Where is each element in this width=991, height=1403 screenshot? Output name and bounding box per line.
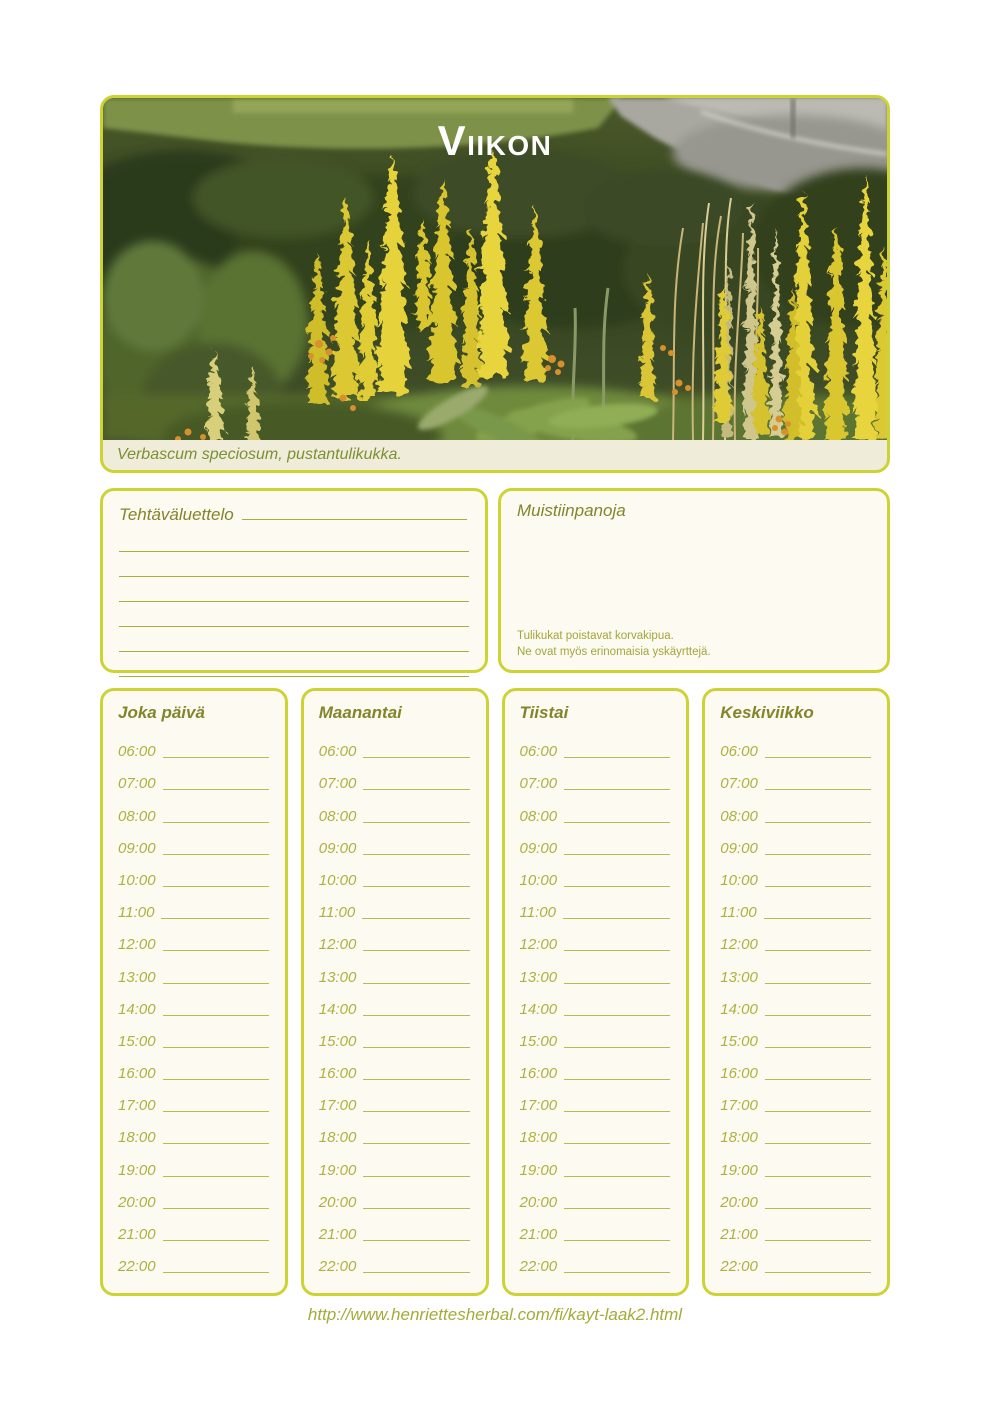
photo-card — [100, 95, 890, 473]
time-slot-row — [520, 1210, 674, 1242]
time-label: 09:00 — [318, 839, 357, 857]
time-slot-line — [765, 1175, 871, 1177]
time-slot-line — [765, 1110, 871, 1112]
time-label: 08:00 — [519, 807, 558, 825]
time-slot-row — [520, 791, 674, 823]
time-slot-row — [520, 727, 674, 759]
herbal-tip-line-2: Ne ovat myös erinomaisia yskäyrttejä. — [517, 645, 711, 658]
time-slot-row — [118, 727, 272, 759]
time-slot-row — [720, 920, 874, 952]
time-slot-row — [118, 1049, 272, 1081]
time-slot-row — [720, 856, 874, 888]
time-slot-line — [363, 1142, 469, 1144]
time-label: 18:00 — [118, 1129, 156, 1147]
time-slot-line — [363, 1046, 469, 1048]
time-label: 19:00 — [118, 1161, 156, 1179]
time-slot-line — [363, 885, 469, 887]
notes-label: Muistiinpanoja — [517, 501, 626, 520]
time-slot-line — [765, 788, 871, 790]
time-slot-line — [564, 1175, 670, 1177]
time-slot-row — [319, 888, 473, 920]
time-label: 21:00 — [519, 1226, 558, 1243]
task-blank-line — [119, 577, 469, 602]
time-slot-row — [520, 952, 674, 984]
time-slot-line — [564, 1046, 670, 1048]
time-label: 13:00 — [519, 968, 558, 986]
time-label: 14:00 — [318, 1000, 357, 1018]
time-slot-row — [520, 1081, 674, 1113]
time-label: 12:00 — [519, 936, 558, 954]
time-label: 18:00 — [720, 1129, 758, 1147]
time-slot-row — [319, 1049, 473, 1081]
time-slot-row — [319, 1017, 473, 1049]
time-label: 12:00 — [318, 936, 357, 954]
time-label: 22:00 — [519, 1258, 558, 1276]
time-slot-line — [765, 1207, 871, 1209]
time-slot-row — [520, 824, 674, 856]
time-label: 21:00 — [118, 1226, 156, 1243]
time-label: 10:00 — [318, 871, 357, 889]
time-slot-line — [764, 917, 871, 919]
time-slot-line — [563, 917, 670, 919]
herbal-tip-line-1: Tulikukat poistavat korvakipua. — [517, 629, 674, 642]
time-slot-row — [118, 1178, 272, 1210]
time-label: 13:00 — [318, 968, 357, 986]
time-slot-row — [319, 1210, 473, 1242]
time-label: 19:00 — [318, 1161, 357, 1179]
time-slot-row — [720, 888, 874, 920]
time-slot-line — [765, 982, 871, 984]
time-slot-row — [319, 824, 473, 856]
time-slot-row — [520, 1049, 674, 1081]
time-slot-line — [163, 885, 269, 887]
time-label: 15:00 — [720, 1032, 758, 1050]
time-label: 10:00 — [519, 871, 558, 889]
time-label: 22:00 — [720, 1258, 758, 1276]
time-label: 16:00 — [318, 1065, 357, 1083]
time-label: 15:00 — [519, 1032, 558, 1050]
time-label: 08:00 — [318, 807, 357, 825]
time-slot-line — [765, 1046, 871, 1048]
time-label: 13:00 — [118, 968, 156, 986]
time-label: 12:00 — [118, 936, 156, 954]
time-slot-line — [363, 1014, 469, 1016]
time-slot-line — [564, 1110, 670, 1112]
time-slot-row — [720, 727, 874, 759]
day-header-joka-paiva: Joka päivä — [118, 703, 205, 722]
time-label: 19:00 — [720, 1161, 758, 1179]
time-slot-row — [118, 888, 272, 920]
day-header-tiistai: Tiistai — [519, 703, 569, 722]
time-slot-row — [118, 791, 272, 823]
time-slot-line — [765, 949, 871, 951]
time-label: 12:00 — [720, 936, 758, 954]
time-label: 11:00 — [720, 904, 757, 922]
day-header-keskiviikko: Keskiviikko — [720, 703, 814, 722]
time-label: 20:00 — [318, 1193, 357, 1211]
time-slot-row — [319, 1178, 473, 1210]
time-slot-line — [163, 982, 269, 984]
time-slot-line — [363, 1110, 469, 1112]
day-card-maanantai — [301, 688, 489, 1296]
time-label: 10:00 — [118, 871, 156, 889]
time-label: 17:00 — [118, 1097, 156, 1115]
time-slot-line — [161, 917, 268, 919]
time-slot-row — [520, 1145, 674, 1177]
time-slot-line — [163, 1046, 269, 1048]
time-slot-row — [520, 1017, 674, 1049]
task-list-title-line — [242, 501, 467, 520]
time-slot-row — [720, 1081, 874, 1113]
time-slot-row — [118, 952, 272, 984]
time-slot-line — [363, 1175, 469, 1177]
time-slot-line — [163, 853, 269, 855]
time-slot-line — [765, 821, 871, 823]
time-slot-line — [564, 788, 670, 790]
time-slot-row — [319, 1145, 473, 1177]
time-slot-row — [319, 759, 473, 791]
time-label: 06:00 — [118, 743, 156, 761]
time-slot-line — [564, 1207, 670, 1209]
time-slot-line — [765, 1271, 871, 1273]
time-slot-row — [520, 1113, 674, 1145]
time-slot-row — [118, 824, 272, 856]
time-slot-row — [118, 856, 272, 888]
time-label: 07:00 — [720, 775, 758, 793]
time-slot-line — [163, 1271, 269, 1273]
time-label: 08:00 — [118, 807, 156, 825]
time-slot-line — [163, 949, 269, 951]
time-slot-row — [720, 952, 874, 984]
time-label: 09:00 — [118, 839, 156, 857]
time-slot-line — [765, 1014, 871, 1016]
time-slot-line — [765, 1142, 871, 1144]
time-slot-row — [520, 856, 674, 888]
time-label: 17:00 — [720, 1097, 758, 1115]
time-slot-row — [319, 920, 473, 952]
time-label: 14:00 — [519, 1000, 558, 1018]
time-label: 08:00 — [720, 807, 758, 825]
time-label: 14:00 — [118, 1000, 156, 1018]
time-slot-row — [520, 1242, 674, 1274]
time-slot-line — [163, 821, 269, 823]
time-label: 06:00 — [720, 743, 758, 761]
time-label: 21:00 — [318, 1226, 357, 1243]
time-label: 10:00 — [720, 871, 758, 889]
time-label: 11:00 — [318, 904, 356, 922]
time-slot-line — [362, 917, 469, 919]
time-slot-row — [720, 1049, 874, 1081]
time-label: 17:00 — [519, 1097, 558, 1115]
time-slot-row — [720, 1113, 874, 1145]
time-slot-row — [720, 759, 874, 791]
task-blank-line — [119, 602, 469, 627]
time-slot-row — [520, 1178, 674, 1210]
time-slot-row — [720, 985, 874, 1017]
time-label: 11:00 — [118, 904, 155, 922]
day-card-keskiviikko — [702, 688, 890, 1296]
time-slot-line — [564, 756, 670, 758]
day-card-joka-paiva — [100, 688, 288, 1296]
time-label: 13:00 — [720, 968, 758, 986]
time-label: 22:00 — [318, 1258, 357, 1276]
time-label: 06:00 — [318, 743, 357, 761]
time-label: 18:00 — [519, 1129, 558, 1147]
day-columns — [100, 688, 890, 1296]
task-list-card — [100, 488, 488, 673]
time-slot-line — [363, 1207, 469, 1209]
time-slot-row — [319, 1113, 473, 1145]
time-label: 11:00 — [519, 904, 556, 922]
time-slot-row — [118, 985, 272, 1017]
time-slot-line — [765, 885, 871, 887]
time-slot-row — [118, 759, 272, 791]
time-slot-line — [765, 1239, 871, 1241]
time-slot-line — [564, 885, 670, 887]
lists-row — [100, 488, 890, 673]
time-slot-row — [319, 727, 473, 759]
time-slot-line — [163, 1239, 269, 1241]
time-slot-line — [363, 788, 469, 790]
time-slot-row — [520, 985, 674, 1017]
time-slot-row — [520, 759, 674, 791]
time-slot-row — [319, 952, 473, 984]
time-label: 22:00 — [118, 1258, 156, 1276]
time-slot-line — [163, 1142, 269, 1144]
time-slot-row — [118, 1210, 272, 1242]
time-label: 16:00 — [720, 1065, 758, 1083]
time-label: 15:00 — [318, 1032, 357, 1050]
time-slot-line — [163, 1175, 269, 1177]
time-label: 16:00 — [118, 1065, 156, 1083]
notes-card — [498, 488, 890, 673]
task-list-header — [119, 501, 469, 527]
herbal-tip — [517, 628, 871, 660]
time-slot-line — [564, 1142, 670, 1144]
task-blank-line — [119, 627, 469, 652]
time-slot-line — [363, 982, 469, 984]
photo-caption: Verbascum speciosum, pustantulikukka. — [117, 446, 402, 463]
task-blank-line — [119, 527, 469, 552]
time-slot-line — [163, 756, 269, 758]
time-slot-line — [564, 821, 670, 823]
time-slot-line — [765, 1078, 871, 1080]
task-blank-line — [119, 552, 469, 577]
page-content — [100, 95, 890, 1325]
time-slot-line — [363, 821, 469, 823]
time-slot-line — [564, 1078, 670, 1080]
time-label: 09:00 — [720, 839, 758, 857]
time-slot-line — [163, 1207, 269, 1209]
time-slot-line — [363, 853, 469, 855]
time-slot-line — [163, 1014, 269, 1016]
time-slot-line — [564, 1271, 670, 1273]
verbascum-photo — [103, 98, 887, 440]
time-label: 07:00 — [318, 775, 357, 793]
time-slot-row — [118, 1017, 272, 1049]
time-label: 15:00 — [118, 1032, 156, 1050]
time-label: 06:00 — [519, 743, 558, 761]
time-slot-row — [319, 1242, 473, 1274]
time-label: 21:00 — [720, 1226, 758, 1243]
time-slot-row — [118, 1242, 272, 1274]
time-slot-line — [363, 1239, 469, 1241]
time-label: 16:00 — [519, 1065, 558, 1083]
time-slot-row — [720, 1145, 874, 1177]
time-slot-row — [720, 1210, 874, 1242]
time-label: 17:00 — [318, 1097, 357, 1115]
page-title: VIIKON — [437, 117, 553, 164]
time-slot-line — [564, 982, 670, 984]
time-slot-line — [163, 1078, 269, 1080]
source-url: http://www.henriettesherbal.com/fi/kayt-laak2.html — [307, 1305, 683, 1324]
time-label: 18:00 — [318, 1129, 357, 1147]
time-slot-row — [720, 1017, 874, 1049]
time-slot-row — [520, 920, 674, 952]
time-slot-row — [118, 1081, 272, 1113]
time-slot-line — [163, 788, 269, 790]
time-slot-row — [118, 920, 272, 952]
time-slot-line — [564, 853, 670, 855]
time-slot-line — [564, 1239, 670, 1241]
time-slot-row — [118, 1145, 272, 1177]
time-slot-line — [163, 1110, 269, 1112]
time-slot-line — [363, 949, 469, 951]
task-blank-line — [119, 652, 469, 677]
time-slot-row — [319, 856, 473, 888]
time-slot-line — [564, 949, 670, 951]
task-list-label: Tehtäväluettelo — [119, 505, 234, 524]
time-label: 20:00 — [720, 1193, 758, 1211]
time-slot-row — [520, 888, 674, 920]
time-label: 19:00 — [519, 1161, 558, 1179]
time-slot-line — [765, 853, 871, 855]
time-slot-line — [363, 1078, 469, 1080]
time-slot-line — [564, 1014, 670, 1016]
time-slot-line — [765, 756, 871, 758]
time-slot-row — [319, 985, 473, 1017]
time-label: 07:00 — [118, 775, 156, 793]
time-slot-row — [118, 1113, 272, 1145]
time-label: 14:00 — [720, 1000, 758, 1018]
time-slot-line — [363, 756, 469, 758]
time-slot-row — [720, 824, 874, 856]
day-header-maanantai: Maanantai — [318, 703, 402, 722]
time-label: 07:00 — [519, 775, 558, 793]
time-slot-row — [720, 1242, 874, 1274]
day-card-tiistai — [502, 688, 690, 1296]
time-label: 20:00 — [519, 1193, 558, 1211]
time-slot-row — [720, 1178, 874, 1210]
time-label: 20:00 — [118, 1193, 156, 1211]
time-slot-line — [363, 1271, 469, 1273]
time-slot-row — [319, 1081, 473, 1113]
time-slot-row — [319, 791, 473, 823]
task-lines — [119, 527, 469, 677]
time-slot-row — [720, 791, 874, 823]
time-label: 09:00 — [519, 839, 558, 857]
